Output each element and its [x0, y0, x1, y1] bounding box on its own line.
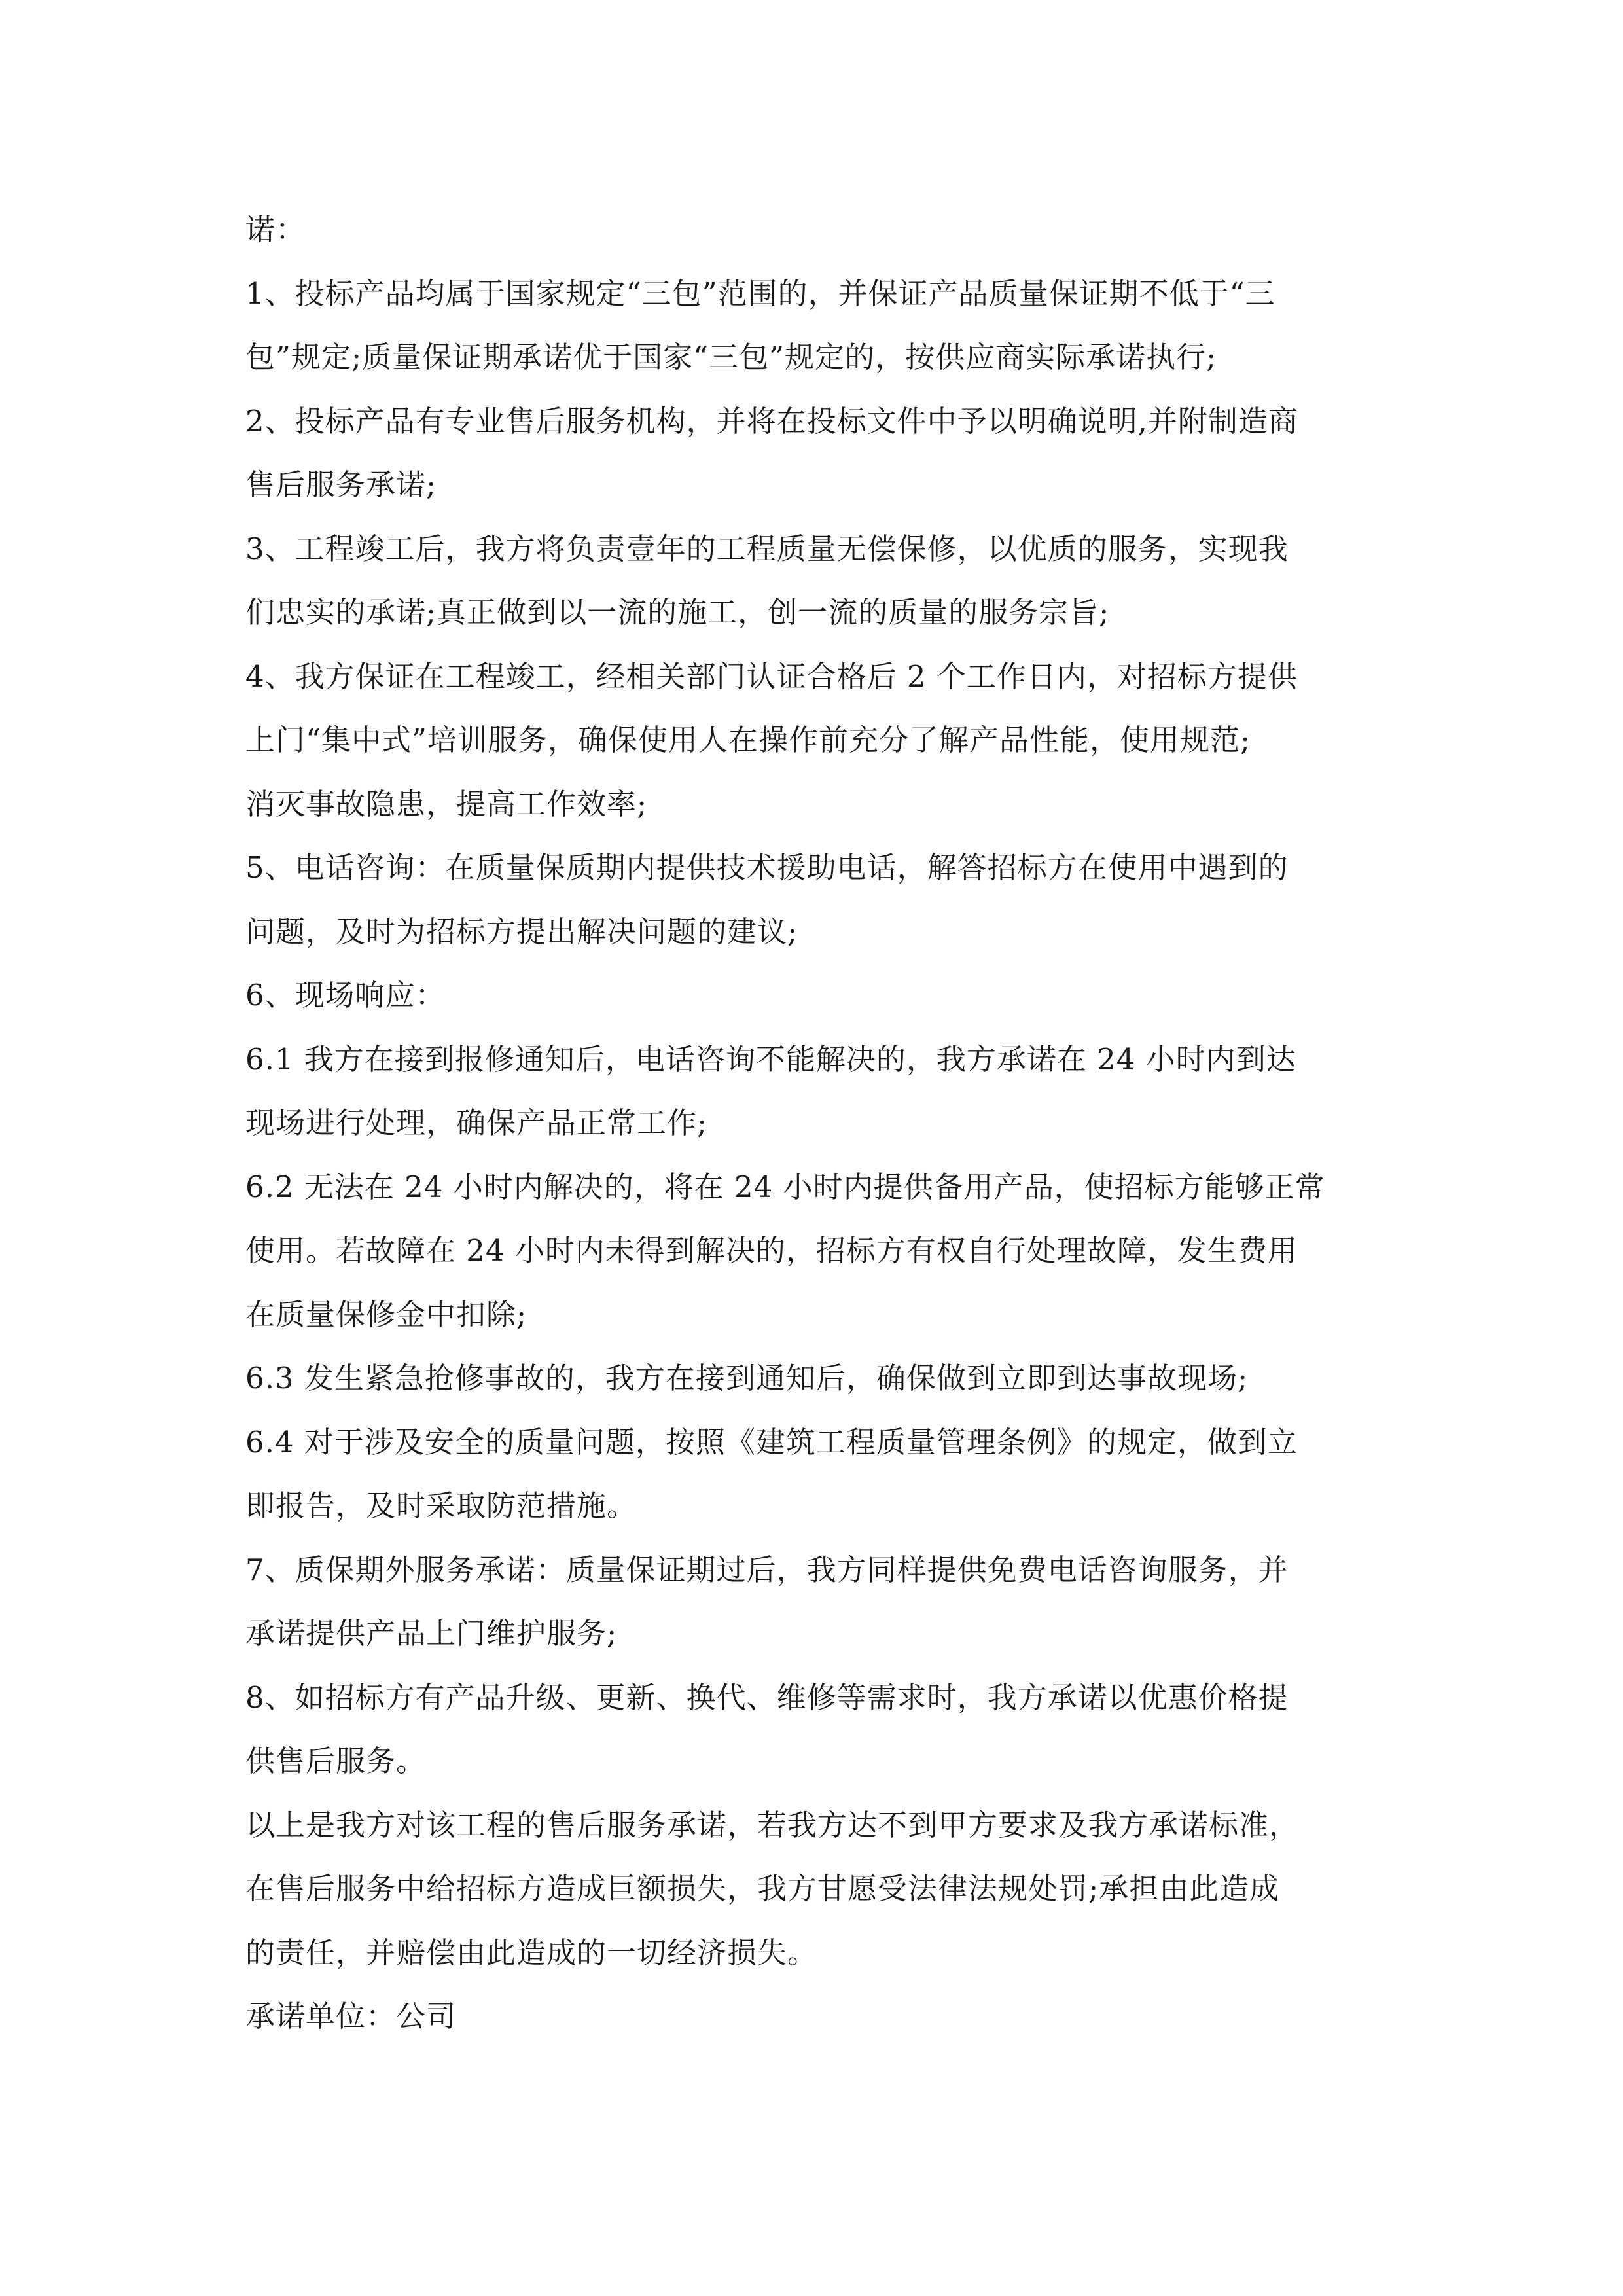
document-body — [245, 198, 1387, 2049]
text-line: 6.3 发生紧急抢修事故的，我方在接到通知后，确保做到立即到达事故现场; — [245, 1361, 1249, 1395]
text-line: 即报告，及时采取防范措施。 — [245, 1488, 637, 1523]
text-line: 5、电话咨询：在质量保质期内提供技术援助电话，解答招标方在使用中遇到的 — [245, 850, 1289, 885]
text-line: 3、工程竣工后，我方将负责壹年的工程质量无偿保修，以优质的服务，实现我 — [245, 531, 1289, 566]
text-line: 承诺提供产品上门维护服务; — [245, 1616, 618, 1651]
text-line: 2、投标产品有专业售后服务机构，并将在投标文件中予以明确说明,并附制造商 — [245, 403, 1298, 439]
text-line: 8、如招标方有产品升级、更新、换代、维修等需求时，我方承诺以优惠价格提 — [245, 1679, 1289, 1715]
text-line: 在售后服务中给招标方造成巨额损失，我方甘愿受法律法规处罚;承担由此造成 — [245, 1871, 1280, 1906]
signature-line: 承诺单位：公司 — [245, 1999, 457, 2034]
text-line: 6.4 对于涉及安全的质量问题，按照《建筑工程质量管理条例》的规定，做到立 — [245, 1424, 1298, 1460]
text-line: 包”规定;质量保证期承诺优于国家“三包”规定的，按供应商实际承诺执行; — [245, 340, 1217, 374]
text-line: 6.2 无法在 24 小时内解决的，将在 24 小时内提供备用产品，使招标方能够正常 — [245, 1169, 1325, 1204]
text-line: 消灭事故隐患，提高工作效率; — [245, 786, 648, 821]
text-line: 问题，及时为招标方提出解决问题的建议; — [245, 914, 798, 949]
text-line: 上门“集中式”培训服务，确保使用人在操作前充分了解产品性能，使用规范; — [245, 723, 1251, 757]
text-line: 售后服务承诺; — [245, 467, 437, 502]
text-line: 使用。若故障在 24 小时内未得到解决的，招标方有权自行处理故障，发生费用 — [245, 1233, 1298, 1268]
text-line: 们忠实的承诺;真正做到以一流的施工，创一流的质量的服务宗旨; — [245, 595, 1110, 630]
text-line: 以上是我方对该工程的售后服务承诺，若我方达不到甲方要求及我方承诺标准， — [245, 1807, 1300, 1842]
text-line: 现场进行处理，确保产品正常工作; — [245, 1105, 708, 1140]
text-line: 诺： — [245, 212, 306, 247]
text-line: 4、我方保证在工程竣工，经相关部门认证合格后 2 个工作日内，对招标方提供 — [245, 658, 1298, 694]
text-line: 7、质保期外服务承诺：质量保证期过后，我方同样提供免费电话咨询服务，并 — [245, 1552, 1289, 1587]
text-line: 1、投标产品均属于国家规定“三包”范围的，并保证产品质量保证期不低于“三 — [245, 276, 1275, 311]
text-line: 在质量保修金中扣除; — [245, 1297, 527, 1332]
text-line: 供售后服务。 — [245, 1744, 427, 1778]
text-line: 的责任，并赔偿由此造成的一切经济损失。 — [245, 1935, 818, 1970]
text-line: 6.1 我方在接到报修通知后，电话咨询不能解决的，我方承诺在 24 小时内到达 — [245, 1041, 1296, 1077]
text-line: 6、现场响应： — [245, 978, 446, 1013]
